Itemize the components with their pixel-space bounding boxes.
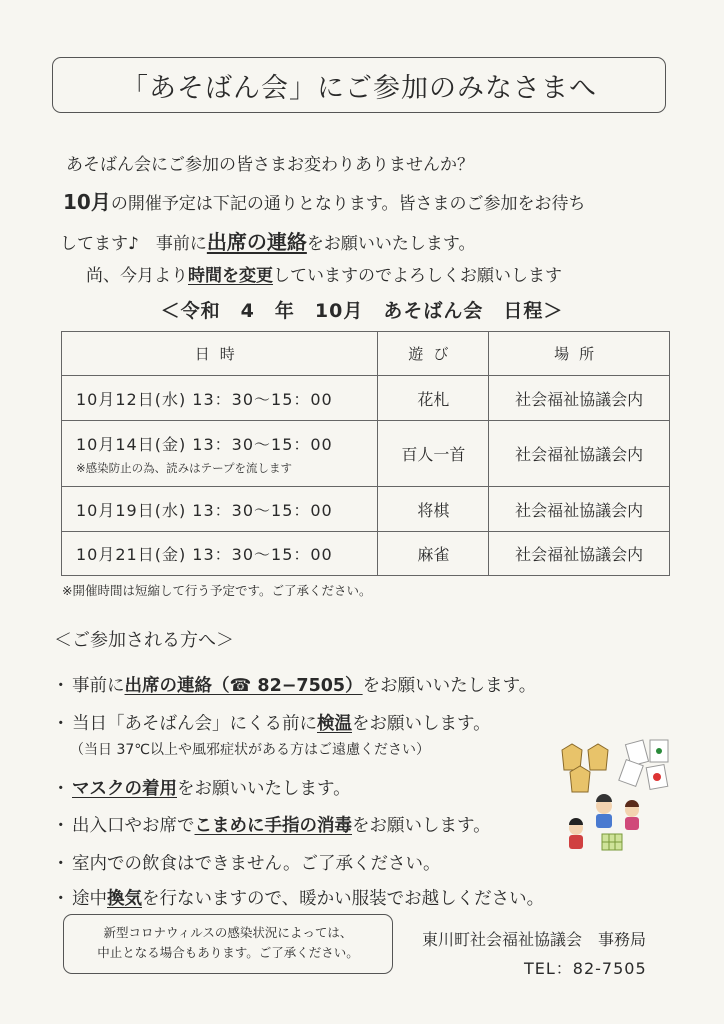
- bullet-4-emph: こまめに手指の消毒: [194, 816, 352, 836]
- participants-heading: ＜ご参加される方へ＞: [54, 630, 234, 651]
- bullet-5-text: 室内での飲食はできません。ご了承ください。: [72, 854, 441, 874]
- bullet-1-start: 事前に: [72, 676, 125, 696]
- corona-notice-line-2: 中止となる場合もあります。ご了承ください。: [97, 945, 359, 960]
- intro-line-1: あそばん会にご参加の皆さまお変わりありませんか？: [66, 155, 474, 175]
- bullet-2-start: 当日「あそばん会」にくる前に: [72, 714, 317, 734]
- children-playing-icon: [569, 794, 639, 850]
- table-row: [62, 376, 670, 421]
- row-date-cell: [62, 421, 378, 487]
- row-place: 社会福祉協議会内: [489, 421, 670, 487]
- row-date: 10月21日(金) 13：30〜15：00: [62, 532, 378, 576]
- intro-line-2-text: の開催予定は下記の通りとなります。皆さまのご参加をお待ち: [110, 194, 586, 214]
- header-activity: 遊び: [378, 332, 489, 376]
- row-place: 社会福祉協議会内: [489, 376, 670, 421]
- row-date: 10月12日(水) 13：30〜15：00: [62, 376, 378, 421]
- table-row: [62, 421, 670, 487]
- bullet-mask: ・ マスクの着用をお願いいたします。: [52, 779, 351, 799]
- page-title: 「あそばん会」にご参加のみなさまへ: [52, 57, 666, 113]
- time-change-emphasis: 時間を変更: [188, 266, 273, 286]
- row-activity: 将棋: [378, 487, 489, 532]
- row-activity: 麻雀: [378, 532, 489, 576]
- bullet-4-end: をお願いします。: [352, 816, 491, 836]
- bullet-6-start: 途中: [72, 889, 107, 909]
- intro-month: 10月: [63, 190, 111, 214]
- bullet-6-end: を行ないますので、暖かい服装でお越しください。: [142, 889, 545, 909]
- corona-notice-line-1: 新型コロナウィルスの感染状況によっては、: [103, 925, 353, 940]
- header-datetime: 日時: [62, 332, 378, 376]
- bullet-2-end: をお願いします。: [352, 714, 491, 734]
- bullet-6-emph: 換気: [107, 889, 142, 909]
- bullet-ventilation: ・ 途中換気を行ないますので、暖かい服装でお越しください。: [52, 889, 545, 909]
- schedule-title: ＜令和 4 年 10月 あそばん会 日程＞: [160, 300, 564, 322]
- intro-line-4: [86, 261, 562, 286]
- shogi-piece-icon: [562, 744, 608, 792]
- bullet-attendance: ・ 事前に出席の連絡（☎ 82−7505）をお願いいたします。: [52, 676, 537, 696]
- intro-line-4-start: 尚、今月より: [86, 266, 188, 286]
- games-illustration: [552, 736, 682, 866]
- row-note: ※感染防止の為、読みはテープを流します: [76, 460, 293, 475]
- table-header-row: [62, 332, 670, 376]
- row-activity: 花札: [378, 376, 489, 421]
- corona-notice-box: [63, 914, 393, 974]
- row-activity: 百人一首: [378, 421, 489, 487]
- header-place: 場所: [489, 332, 670, 376]
- bullet-3-end: をお願いいたします。: [177, 779, 351, 799]
- bullet-2-emph: 検温: [317, 714, 352, 734]
- bullet-1-end: をお願いいたします。: [362, 676, 537, 696]
- bullet-3-emph: マスクの着用: [72, 779, 177, 799]
- row-date: 10月14日(金) 13：30〜15：00: [76, 434, 333, 454]
- bullet-4-start: 出入口やお席で: [72, 816, 195, 836]
- mahjong-tile-icon: [619, 740, 668, 789]
- row-place: 社会福祉協議会内: [489, 532, 670, 576]
- temperature-note: （当日 37℃以上や風邪症状がある方はご遠慮ください）: [70, 742, 430, 758]
- intro-line-2: [63, 186, 585, 215]
- table-row: [62, 487, 670, 532]
- attendance-contact-emphasis: 出席の連絡: [206, 230, 307, 254]
- bullet-no-eating: ・ 室内での飲食はできません。ご了承ください。: [52, 854, 441, 874]
- row-date: 10月19日(水) 13：30〜15：00: [62, 487, 378, 532]
- table-row: [62, 532, 670, 576]
- intro-line-4-end: していますのでよろしくお願いします: [273, 266, 562, 286]
- bullet-1-emph: 出席の連絡（☎ 82−7505）: [124, 676, 363, 696]
- intro-line-3-start: してます♪ 事前に: [60, 234, 207, 254]
- bullet-disinfect: ・ 出入口やお席でこまめに手指の消毒をお願いします。: [52, 816, 491, 836]
- schedule-table: [61, 331, 670, 576]
- schedule-footnote: ※開催時間は短縮して行う予定です。ご了承ください。: [62, 583, 372, 598]
- intro-line-3-end: をお願いいたします。: [306, 234, 476, 254]
- organization-name: 東川町社会福祉協議会 事務局: [422, 930, 647, 949]
- telephone: TEL：82-7505: [524, 959, 647, 978]
- row-place: 社会福祉協議会内: [489, 487, 670, 532]
- intro-line-3: [60, 226, 476, 255]
- bullet-temperature: ・ 当日「あそばん会」にくる前に検温をお願いします。: [52, 714, 491, 734]
